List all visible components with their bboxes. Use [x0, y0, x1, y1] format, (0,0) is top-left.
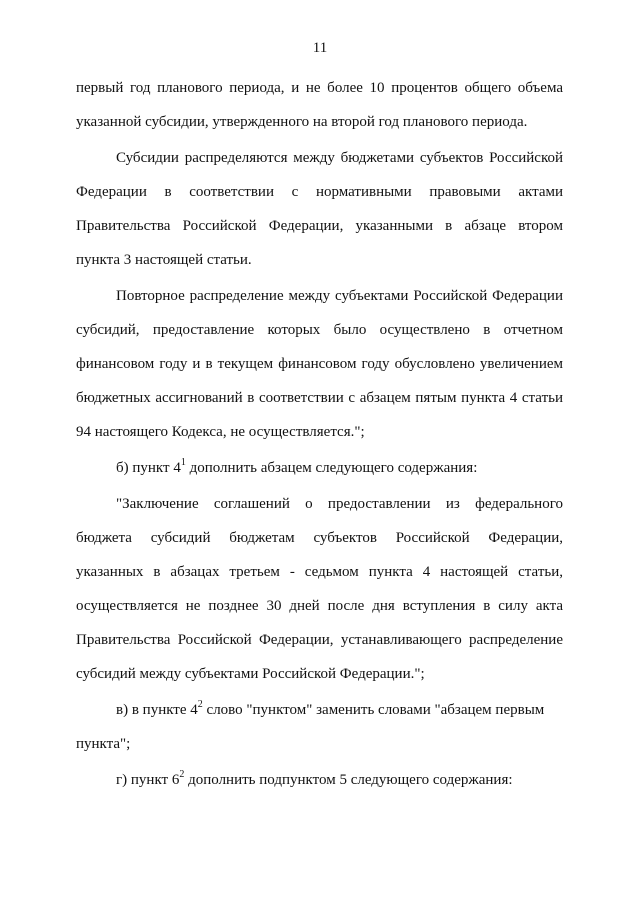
- amendment-b-prefix: б) пункт 4: [116, 460, 181, 476]
- paragraph-line: бюджета субсидий бюджетам субъектов Российской Федерации,: [76, 530, 563, 546]
- amendment-b-line: [116, 458, 563, 478]
- paragraph-line: Правительства Российской Федерации, указанными в абзаце втором: [76, 218, 563, 234]
- superscript: 2: [197, 699, 203, 710]
- paragraph-line: субсидий, предоставление которых было осуществлено в отчетном: [76, 322, 563, 338]
- superscript: 2: [179, 769, 185, 780]
- paragraph-line: бюджетных ассигнований в соответствии с абзацем пятым пункта 4 статьи: [76, 390, 563, 406]
- amendment-v-prefix: в) в пункте 4: [116, 702, 198, 718]
- paragraph-line: "Заключение соглашений о предоставлении из федерального: [116, 496, 563, 512]
- amendment-g-line: [116, 770, 563, 790]
- paragraph-line: Правительства Российской Федерации, устанавливающего распределение: [76, 632, 563, 648]
- paragraph-line: указанных в абзацах третьем - седьмом пункта 4 настоящей статьи,: [76, 564, 563, 580]
- amendment-v-rest: слово "пунктом" заменить словами "абзацем первым: [202, 702, 545, 718]
- amendment-g-prefix: г) пункт 6: [116, 772, 180, 788]
- paragraph-line: 94 настоящего Кодекса, не осуществляется.";: [76, 424, 365, 440]
- paragraph-line: финансовом году и в текущем финансовом году обусловлено увеличением: [76, 356, 563, 372]
- paragraph-line: Федерации в соответствии с нормативными правовыми актами: [76, 184, 563, 200]
- amendment-b-rest: дополнить абзацем следующего содержания:: [185, 460, 478, 476]
- page-number: 11: [312, 40, 328, 56]
- paragraph-line: указанной субсидии, утвержденного на второй год планового периода.: [76, 114, 528, 130]
- amendment-g-rest: дополнить подпунктом 5 следующего содержания:: [184, 772, 513, 788]
- amendment-v-line: [116, 700, 563, 720]
- paragraph-line: Повторное распределение между субъектами Российской Федерации: [116, 288, 563, 304]
- paragraph-line: первый год планового периода, и не более 10 процентов общего объема: [76, 80, 563, 96]
- paragraph-line: осуществляется не позднее 30 дней после дня вступления в силу акта: [76, 598, 563, 614]
- paragraph-line: субсидий между субъектами Российской Федерации.";: [76, 666, 425, 682]
- paragraph-line: Субсидии распределяются между бюджетами субъектов Российской: [116, 150, 563, 166]
- paragraph-line: пункта 3 настоящей статьи.: [76, 252, 252, 268]
- paragraph-line: пункта";: [76, 736, 131, 752]
- superscript: 1: [180, 457, 186, 468]
